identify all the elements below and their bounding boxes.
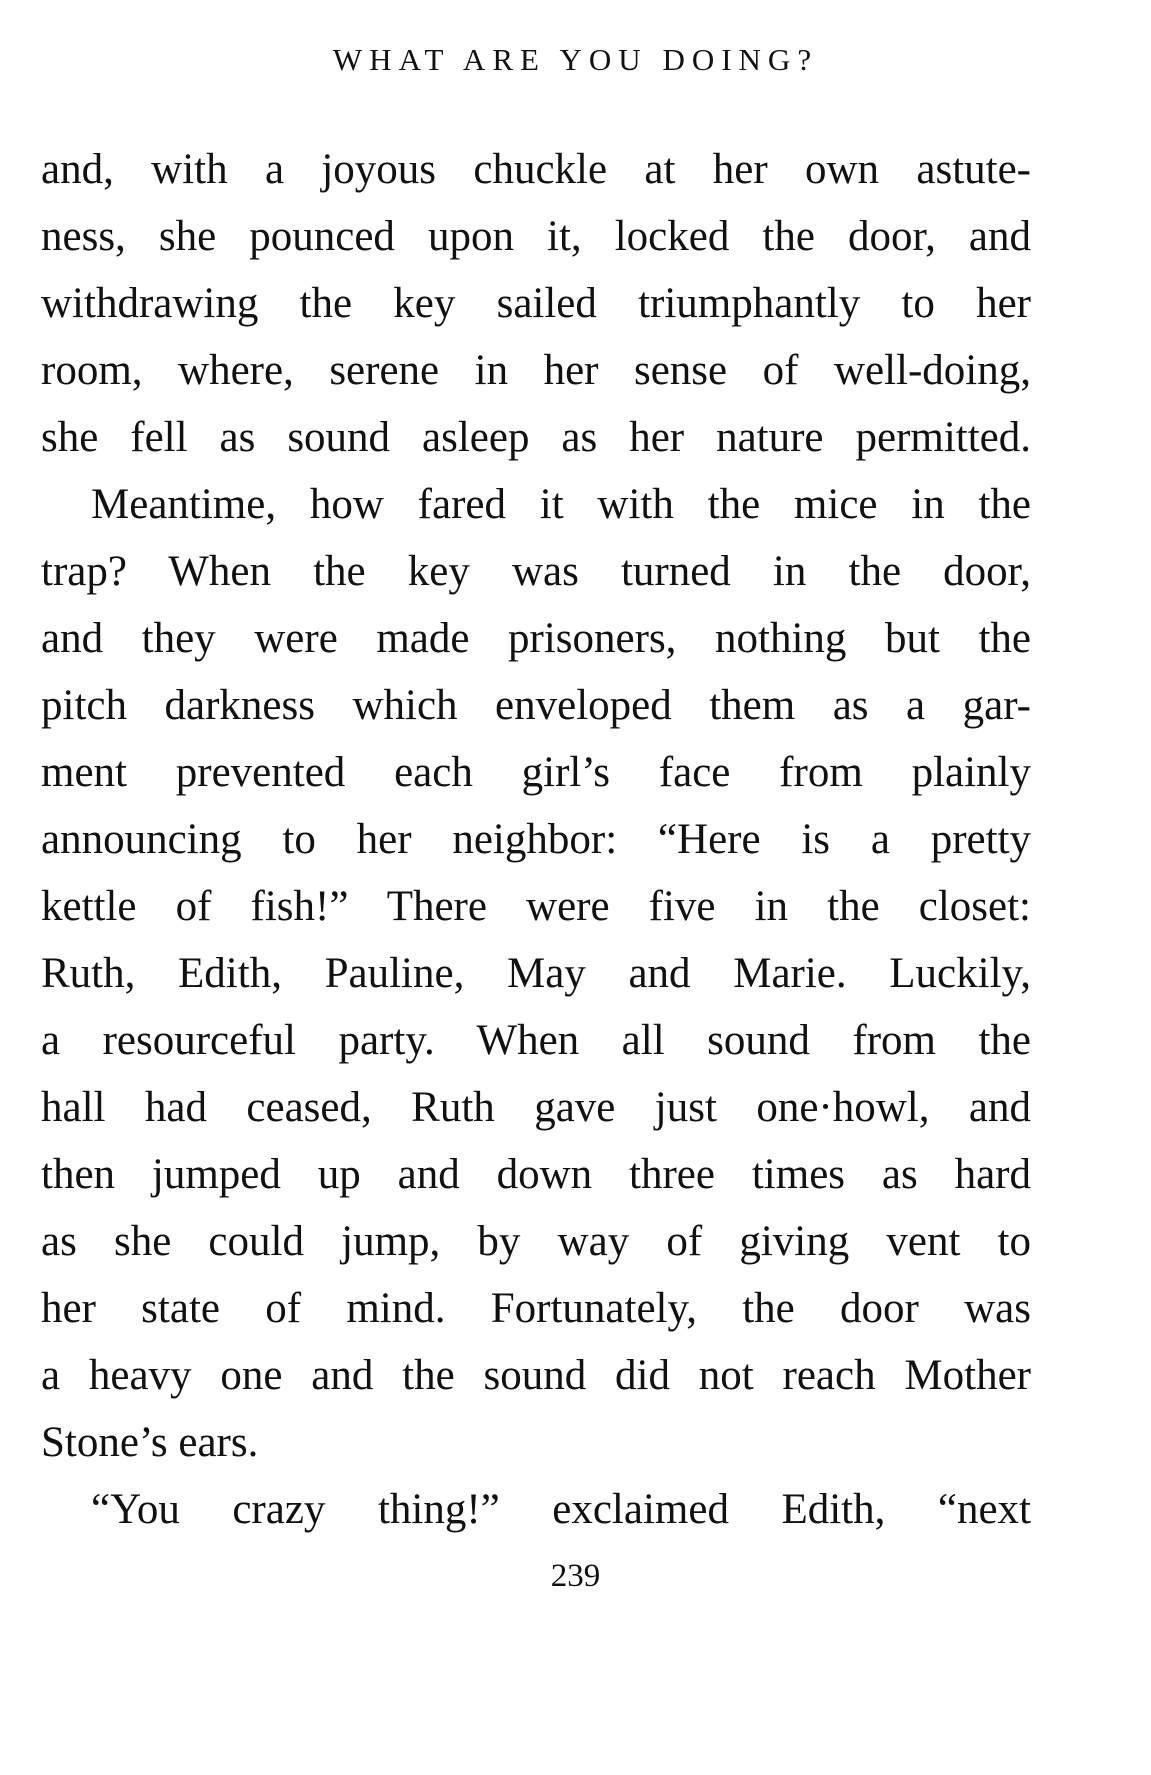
- text-line: Ruth, Edith, Pauline, May and Marie. Luckily,: [41, 950, 1031, 997]
- text-line: then jumped up and down three times as hard: [41, 1151, 1031, 1198]
- text-line: kettle of fish!” There were five in the closet:: [41, 883, 1031, 930]
- text-line: announcing to her neighbor: “Here is a pretty: [41, 816, 1031, 863]
- body-text: [41, 136, 1031, 1543]
- text-line: ment prevented each girl’s face from plainly: [41, 749, 1031, 796]
- text-line: she fell as sound asleep as her nature permitted.: [41, 414, 1031, 461]
- text-line: pitch darkness which enveloped them as a gar-: [41, 682, 1031, 729]
- text-line: room, where, serene in her sense of well-doing,: [41, 347, 1031, 394]
- text-line: trap? When the key was turned in the door,: [41, 548, 1031, 595]
- text-line: withdrawing the key sailed triumphantly to her: [41, 280, 1031, 327]
- text-line: a resourceful party. When all sound from the: [41, 1017, 1031, 1064]
- text-line: ness, she pounced upon it, locked the door, and: [41, 213, 1031, 260]
- text-line: “You crazy thing!” exclaimed Edith, “next: [91, 1486, 1031, 1533]
- text-line: her state of mind. Fortunately, the door was: [41, 1285, 1031, 1332]
- text-line: and they were made prisoners, nothing but the: [41, 615, 1031, 662]
- text-line: and, with a joyous chuckle at her own astute-: [41, 146, 1031, 193]
- text-line: Stone’s ears.: [41, 1419, 259, 1466]
- page-number: 239: [550, 1558, 601, 1594]
- running-head: WHAT ARE YOU DOING?: [332, 42, 819, 77]
- text-line: Meantime, how fared it with the mice in the: [91, 481, 1031, 528]
- text-line: as she could jump, by way of giving vent to: [41, 1218, 1031, 1265]
- text-line: hall had ceased, Ruth gave just one·howl, and: [41, 1084, 1031, 1131]
- text-line: a heavy one and the sound did not reach Mother: [41, 1352, 1031, 1399]
